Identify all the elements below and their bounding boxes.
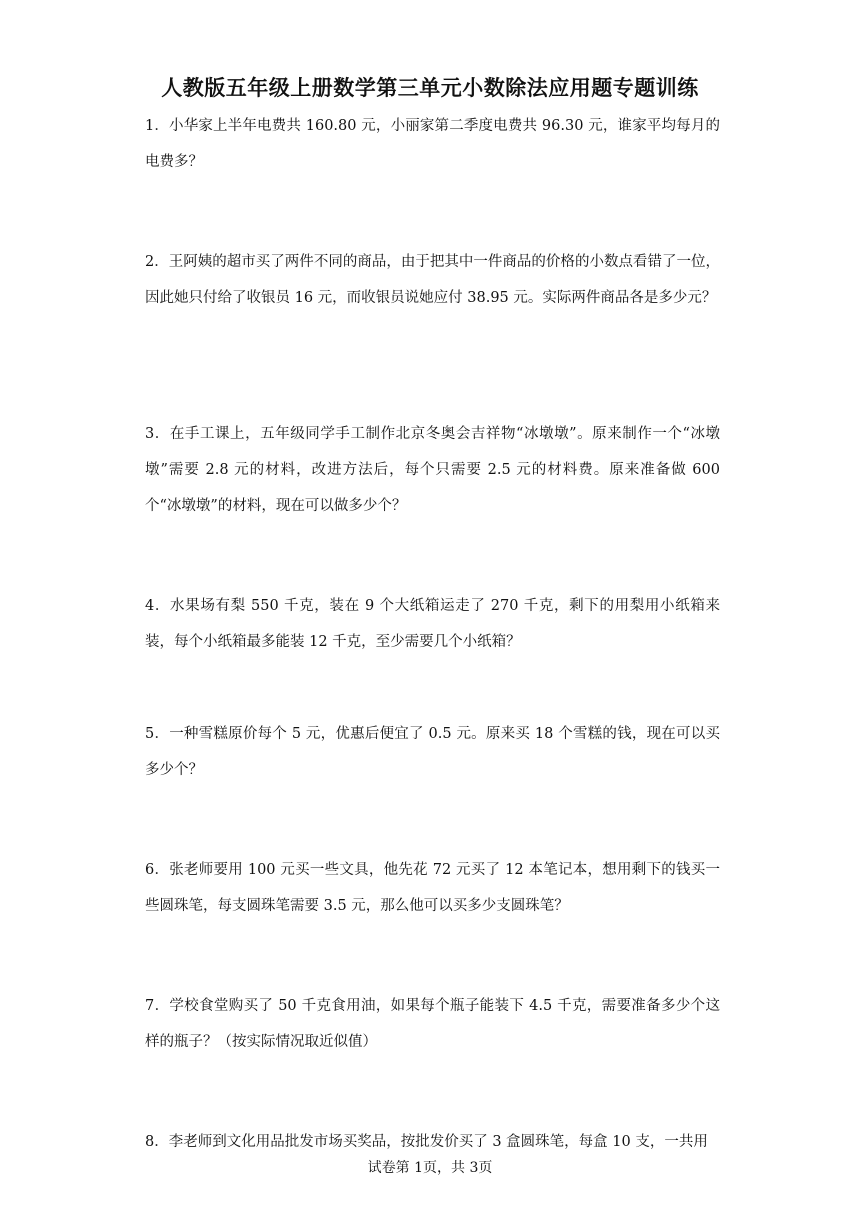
- question-text: 一种雪糕原价每个 5 元，优惠后便宜了 0.5 元。原来买 18 个雪糕的钱，现在可以买多少个？: [145, 726, 720, 778]
- question-text: 在手工课上，五年级同学手工制作北京冬奥会吉祥物“冰墩墩”。原来制作一个“冰墩墩”需要 2.8 元的材料，改进方法后，每个只需要 2.5 元的材料费。原来准备做 600 个“冰墩墩”的材料，现在可以做多少个？: [145, 426, 720, 514]
- question-number: 7．: [145, 998, 170, 1014]
- question-8: [145, 1124, 720, 1160]
- question-number: 8．: [145, 1134, 169, 1150]
- question-number: 4．: [145, 598, 171, 614]
- question-number: 3．: [145, 426, 170, 442]
- page-title: 人教版五年级上册数学第三单元小数除法应用题专题训练: [161, 76, 699, 100]
- question-text: 学校食堂购买了 50 千克食用油，如果每个瓶子能装下 4.5 千克，需要准备多少个这样的瓶子？（按实际情况取近似值）: [145, 998, 720, 1050]
- page-footer: 试卷第 1页，共 3页: [367, 1160, 493, 1176]
- question-6: [145, 852, 720, 924]
- question-4: [145, 588, 720, 660]
- question-number: 6．: [145, 862, 170, 878]
- question-number: 2．: [145, 254, 169, 270]
- question-5: [145, 716, 720, 788]
- question-text: 张老师要用 100 元买一些文具，他先花 72 元买了 12 本笔记本，想用剩下的钱买一些圆珠笔，每支圆珠笔需要 3.5 元，那么他可以买多少支圆珠笔？: [145, 862, 720, 914]
- question-number: 1．: [145, 118, 170, 134]
- question-number: 5．: [145, 726, 170, 742]
- question-text: 李老师到文化用品批发市场买奖品，按批发价买了 3 盒圆珠笔，每盒 10 支，一共用: [168, 1134, 708, 1150]
- question-text: 小华家上半年电费共 160.80 元，小丽家第二季度电费共 96.30 元，谁家平均每月的电费多？: [145, 118, 720, 170]
- question-1: [145, 108, 720, 180]
- question-text: 水果场有梨 550 千克，装在 9 个大纸箱运走了 270 千克，剩下的用梨用小纸箱来装，每个小纸箱最多能装 12 千克，至少需要几个小纸箱？: [145, 598, 720, 650]
- question-3: [145, 416, 720, 524]
- question-text: 王阿姨的超市买了两件不同的商品，由于把其中一件商品的价格的小数点看错了一位，因此她只付给了收银员 16 元，而收银员说她应付 38.95 元。实际两件商品各是多少元？: [145, 254, 720, 306]
- question-7: [145, 988, 720, 1060]
- question-2: [145, 244, 720, 316]
